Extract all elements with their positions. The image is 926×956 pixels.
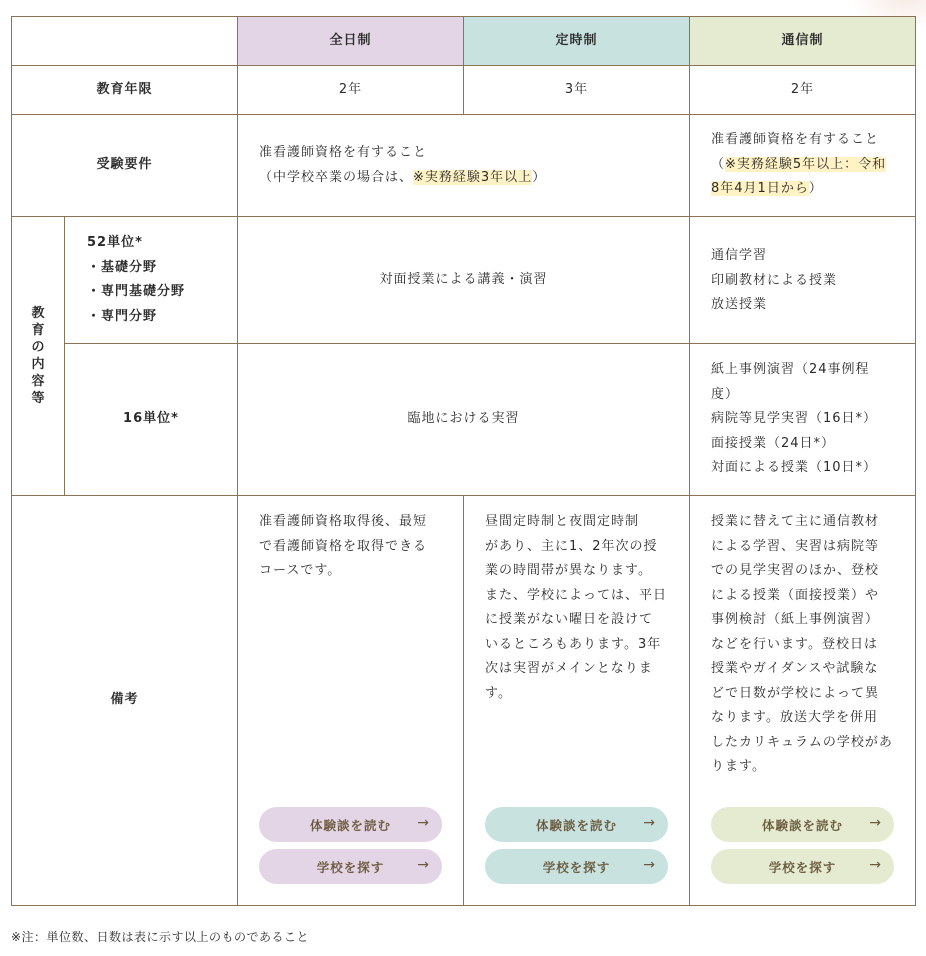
remarks-zennichi-line: で看護師資格を取得できる [259, 538, 428, 554]
content-sub1-line: 52単位* [87, 235, 143, 250]
content-group-label-char: 内 [31, 357, 45, 372]
content-sub2-tsushin-line: 度） [711, 386, 740, 402]
requirements-tsushin-highlight1: ※実務経験5年以上：令和 [725, 156, 887, 172]
remarks-teiji-line: いるところもあります。3年 [485, 636, 662, 652]
row-label-years: 教育年限 [11, 65, 238, 115]
content-sub1-line: ・基礎分野 [87, 259, 158, 275]
content-sub2-label: 16単位* [64, 343, 238, 496]
requirements-common-close: ） [532, 169, 547, 185]
content-sub2-common: 臨地における実習 [237, 343, 690, 496]
remarks-zennichi-line: コースです。 [259, 563, 342, 578]
remarks-tsushin-line: どで日数が学校によって異 [711, 685, 880, 701]
content-group-label-char: 教 [31, 306, 45, 321]
content-sub2-tsushin-line: 紙上事例演習（24事例程 [711, 362, 870, 377]
remarks-teiji-line: 次は実習がメインとなりま [485, 661, 653, 676]
remarks-teiji-line: す。 [485, 685, 512, 701]
read-experience-button-teiji[interactable] [485, 807, 668, 842]
search-school-button-teiji[interactable] [485, 849, 668, 884]
content-sub1-tsushin [689, 216, 916, 344]
search-school-label: 学校を探す [768, 859, 837, 875]
remarks-teiji-line: があり、主に1、2年次の授 [485, 538, 658, 554]
content-group-label-char: 等 [31, 391, 45, 406]
content-sub2-tsushin-line: 面接授業（24日*） [711, 435, 836, 451]
content-group-label [11, 216, 65, 496]
arrow-right-icon: → [869, 857, 882, 873]
content-sub2-tsushin-line: 病院等見学実習（16日*） [711, 411, 878, 426]
content-group-label-char: 容 [31, 374, 45, 389]
header-teiji: 定時制 [463, 16, 690, 66]
remarks-teiji-line: また、学校によっては、平日 [485, 587, 668, 603]
comparison-table [11, 16, 916, 906]
remarks-tsushin-line: なります。放送大学を併用 [711, 710, 878, 725]
content-sub2-tsushin [689, 343, 916, 496]
remarks-tsushin [689, 495, 916, 906]
requirements-tsushin-highlight2: 8年4月1日から [711, 181, 809, 196]
requirements-tsushin [689, 114, 916, 217]
remarks-teiji-line: 業の時間帯が異なります。 [485, 563, 652, 578]
search-school-button-zennichi[interactable] [259, 849, 442, 884]
header-tsushin: 通信制 [689, 16, 916, 66]
requirements-tsushin-line3 [711, 177, 915, 202]
arrow-right-icon: → [417, 815, 430, 831]
remarks-tsushin-line: による学習、実習は病院等 [711, 538, 880, 554]
content-sub1-line: ・専門基礎分野 [87, 284, 186, 299]
read-experience-button-tsushin[interactable] [711, 807, 894, 842]
remarks-tsushin-line: による授業（面接授業）や [711, 587, 880, 603]
content-sub2-tsushin-line: 対面による授業（10日*） [711, 460, 878, 475]
remarks-tsushin-line: 授業に替えて主に通信教材 [711, 514, 880, 529]
remarks-tsushin-line: 事例検討（紙上事例演習） [711, 612, 880, 627]
remarks-zennichi-line: 准看護師資格取得後、最短 [259, 514, 428, 529]
row-label-requirements: 受験要件 [11, 114, 238, 217]
footnote: ※注：単位数、日数は表に示す以上のものであること [11, 930, 310, 944]
remarks-tsushin-line: での見学実習のほか、登校 [711, 563, 880, 578]
remarks-teiji-text [485, 510, 667, 706]
remarks-tsushin-text [711, 510, 893, 780]
remarks-tsushin-line: 授業やガイダンスや試験な [711, 661, 879, 676]
arrow-right-icon: → [643, 857, 656, 873]
years-zennichi: 2年 [237, 65, 464, 115]
row-label-remarks: 備考 [11, 495, 238, 906]
content-sub1-tsushin-line: 印刷教材による授業 [711, 272, 838, 288]
requirements-common-line1: 准看護師資格を有すること [259, 145, 428, 160]
header-zennichi: 全日制 [237, 16, 464, 66]
search-school-label: 学校を探す [542, 859, 611, 875]
read-experience-button-zennichi[interactable] [259, 807, 442, 842]
arrow-right-icon: → [869, 815, 882, 831]
read-experience-label: 体験談を読む [535, 817, 617, 833]
remarks-zennichi-text [259, 510, 427, 584]
remarks-tsushin-line: ります。 [711, 759, 766, 774]
requirements-common-line2 [259, 166, 689, 191]
content-sub1-label [64, 216, 238, 344]
requirements-common-highlight: ※実務経験3年以上 [413, 169, 533, 185]
remarks-tsushin-line: などを行います。登校日は [711, 636, 878, 652]
requirements-tsushin-open: （ [711, 156, 726, 172]
arrow-right-icon: → [643, 815, 656, 831]
remarks-zennichi [237, 495, 464, 906]
content-sub1-tsushin-line: 通信学習 [711, 248, 768, 263]
search-school-button-tsushin[interactable] [711, 849, 894, 884]
requirements-common-text: （中学校卒業の場合は、 [259, 169, 414, 185]
remarks-teiji-line: 昼間定時制と夜間定時制 [485, 514, 640, 529]
requirements-tsushin-line2 [711, 153, 915, 178]
years-teiji: 3年 [463, 65, 690, 115]
read-experience-label: 体験談を読む [761, 817, 843, 833]
content-sub1-tsushin-line: 放送授業 [711, 297, 768, 312]
content-group-label-char: 育 [31, 323, 45, 338]
search-school-label: 学校を探す [316, 859, 385, 875]
remarks-tsushin-line: したカリキュラムの学校があ [711, 734, 893, 750]
content-sub1-common: 対面授業による講義・演習 [237, 216, 690, 344]
requirements-common [237, 114, 690, 217]
content-sub1-line: ・専門分野 [87, 308, 158, 324]
years-tsushin: 2年 [689, 65, 916, 115]
header-empty-cell [11, 16, 238, 66]
content-group-label-text [31, 305, 44, 407]
remarks-teiji [463, 495, 690, 906]
remarks-teiji-line: に授業がない曜日を設けて [485, 612, 654, 627]
content-group-label-char: の [31, 340, 45, 355]
read-experience-label: 体験談を読む [309, 817, 391, 833]
requirements-tsushin-line1: 准看護師資格を有すること [711, 132, 880, 147]
requirements-tsushin-close: ） [808, 181, 823, 196]
arrow-right-icon: → [417, 857, 430, 873]
